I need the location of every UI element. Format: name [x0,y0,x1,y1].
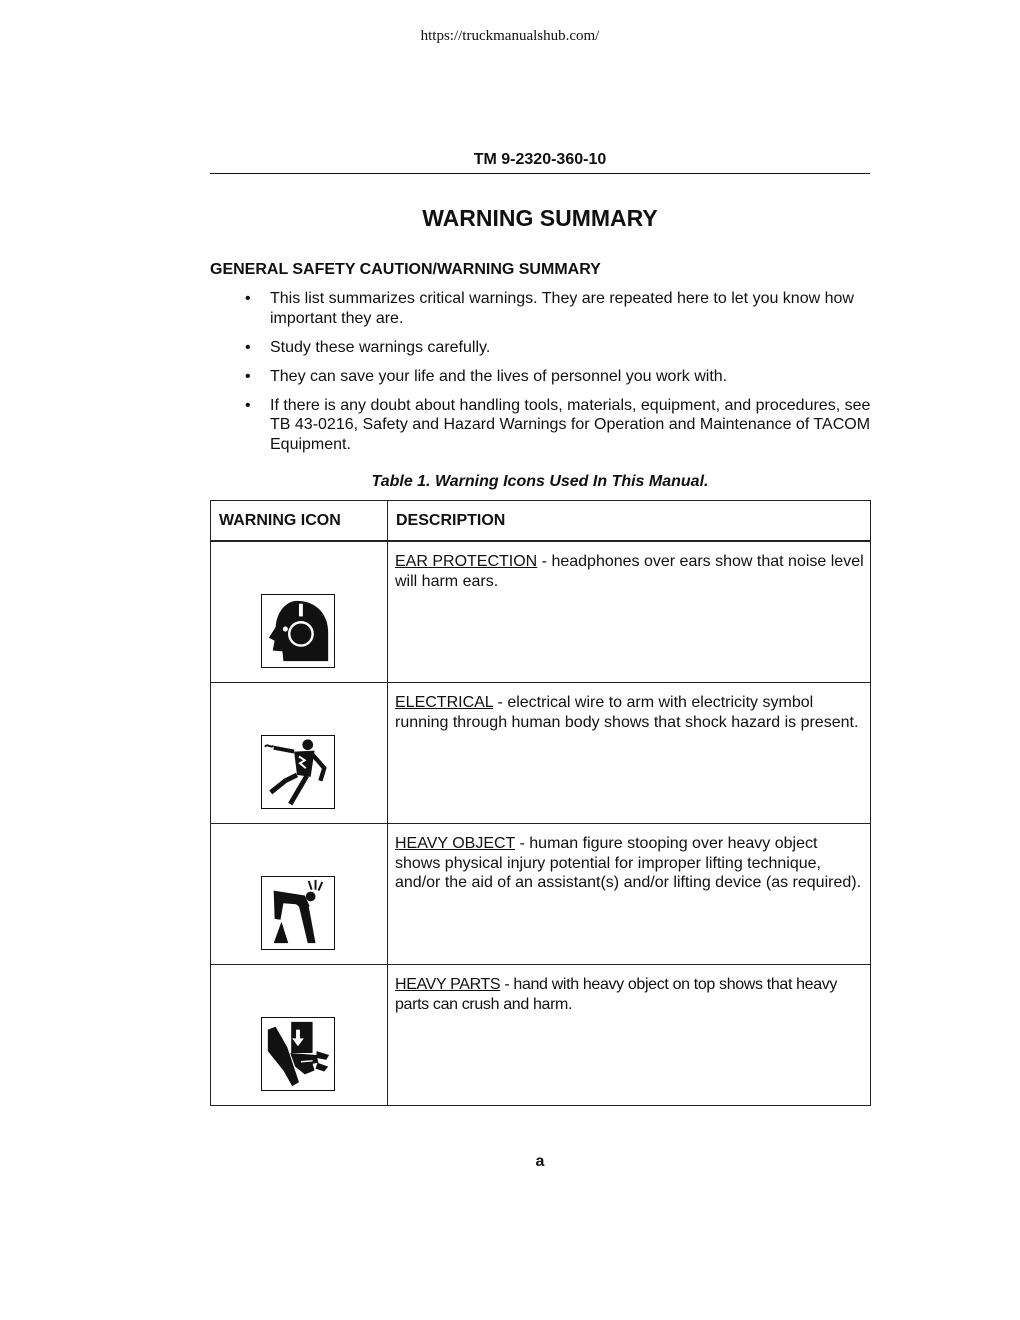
heavy-object-icon [261,876,335,950]
warning-description: - electrical wire to arm with electricity symbol running through human body shows that shock hazard is present. [395,694,859,731]
warning-description: - human figure stooping over heavy object shows physical injury potential for improper lifting technique, and/or the aid of an assistant(s) and/or lifting device (as required). [395,835,862,891]
page-number: a [535,1153,545,1170]
icon-cell [211,965,388,1106]
section-heading: GENERAL SAFETY CAUTION/WARNING SUMMARY [210,261,601,278]
bullet-marker: • [245,367,251,385]
table-row [211,541,871,683]
bullet-text: Study these warnings carefully. [270,338,491,356]
table-row [211,965,871,1106]
warning-term: ELECTRICAL [395,694,494,711]
document-id: TM 9-2320-360-10 [473,151,607,168]
table-header-row [211,501,871,542]
page-title: WARNING SUMMARY [422,205,658,231]
bullet-text: They can save your life and the lives of personnel you work with. [270,367,728,385]
warning-bullet-list [210,289,872,464]
warning-description: - headphones over ears show that noise level will harm ears. [395,553,864,590]
bullet-text: If there is any doubt about handling tools, materials, equipment, and procedures, see TB 43-0216, Safety and Hazard Warnings for Operation and Maintenance of TACOM Equipment. [270,396,871,453]
heavy-parts-icon [261,1017,335,1091]
bullet-item [210,367,872,387]
table-row [211,824,871,965]
ear-protection-icon [261,594,335,668]
icon-cell [211,683,388,824]
bullet-item [210,338,872,358]
electrical-icon [261,735,335,809]
warning-description: - hand with heavy object on top shows that heavy parts can crush and harm. [395,976,838,1013]
description-cell [388,541,871,683]
warning-term: HEAVY PARTS [395,976,501,993]
bullet-item [210,289,872,328]
table-caption: Table 1. Warning Icons Used In This Manual. [371,473,709,490]
description-cell [388,965,871,1106]
description-cell [388,824,871,965]
header-rule [210,173,870,174]
bullet-marker: • [245,338,251,356]
icon-cell [211,824,388,965]
warning-term: HEAVY OBJECT [395,835,516,852]
column-header-warning-icon: WARNING ICON [211,501,388,542]
bullet-text: This list summarizes critical warnings. They are repeated here to let you know how important they are. [270,290,854,327]
warning-term: EAR PROTECTION [395,553,538,570]
source-url: https://truckmanualshub.com/ [420,28,600,44]
table-row [211,683,871,824]
bullet-item [210,396,872,455]
warning-icons-table [210,500,871,1106]
bullet-marker: • [245,290,251,307]
column-header-description: DESCRIPTION [388,501,871,542]
bullet-marker: • [245,396,251,414]
description-cell [388,683,871,824]
icon-cell [211,541,388,683]
